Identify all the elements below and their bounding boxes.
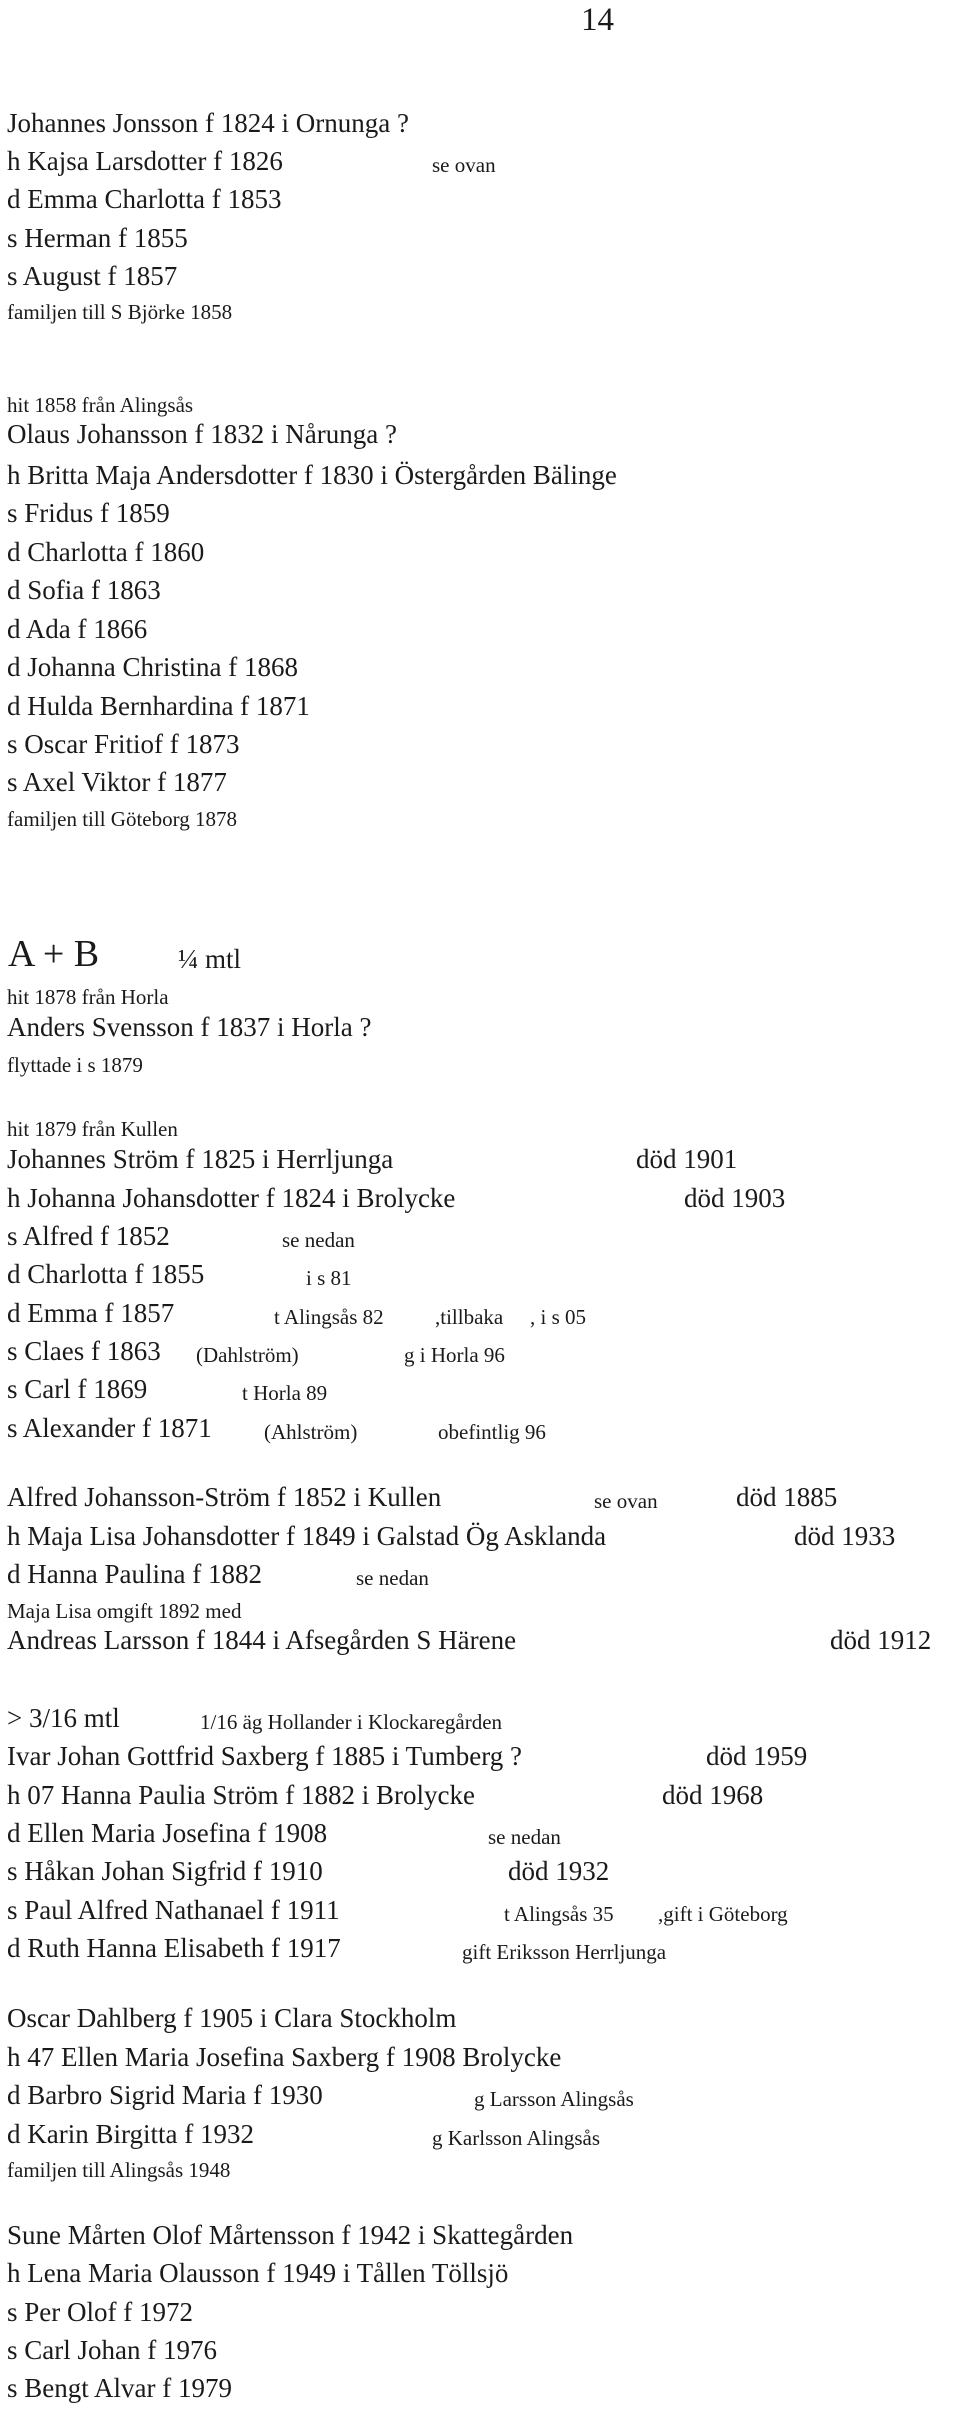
entry-line: d Ruth Hanna Elisabeth f 1917 <box>7 1933 341 1963</box>
entry-line: Oscar Dahlberg f 1905 i Clara Stockholm <box>7 2003 457 2033</box>
page-number: 14 <box>581 2 614 38</box>
entry-line: s Herman f 1855 <box>7 223 188 253</box>
entry-note: familjen till Alingsås 1948 <box>7 2158 231 2182</box>
entry-note: ,tillbaka <box>435 1305 504 1329</box>
entry-line: h 47 Ellen Maria Josefina Saxberg f 1908 Brolycke <box>7 2042 562 2072</box>
entry-line: Anders Svensson f 1837 i Horla ? <box>7 1012 372 1042</box>
entry-line: s August f 1857 <box>7 261 178 291</box>
entry-line: Sune Mårten Olof Mårtensson f 1942 i Skattegården <box>7 2220 574 2250</box>
entry-line: d Charlotta f 1855 <box>7 1259 205 1289</box>
entry-note: , i s 05 <box>530 1305 587 1329</box>
entry-line: Johannes Jonsson f 1824 i Ornunga ? <box>7 108 409 138</box>
entry-note: (Dahlström) <box>196 1343 299 1367</box>
entry-line: d Emma f 1857 <box>7 1298 175 1328</box>
entry-line: s Claes f 1863 <box>7 1336 161 1366</box>
entry-line: h 07 Hanna Paulia Ström f 1882 i Brolycke <box>7 1780 475 1810</box>
entry-note: 1/16 äg Hollander i Klockaregården <box>200 1710 503 1734</box>
section-heading: A + B <box>8 933 100 975</box>
entry-note: t Alingsås 82 <box>274 1305 384 1329</box>
entry-line: d Sofia f 1863 <box>7 575 161 605</box>
entry-line: d Emma Charlotta f 1853 <box>7 184 282 214</box>
entry-note: se nedan <box>356 1566 429 1590</box>
entry-line: s Alfred f 1852 <box>7 1221 170 1251</box>
entry-line: h Lena Maria Olausson f 1949 i Tållen Töllsjö <box>7 2258 509 2288</box>
entry-line: d Ada f 1866 <box>7 614 148 644</box>
entry-note: se ovan <box>432 153 496 177</box>
entry-line: Johannes Ström f 1825 i Herrljunga <box>7 1144 394 1174</box>
entry-line: h Kajsa Larsdotter f 1826 <box>7 146 283 176</box>
entry-line: d Johanna Christina f 1868 <box>7 652 298 682</box>
entry-note: g i Horla 96 <box>404 1343 505 1367</box>
entry-note: flyttade i s 1879 <box>7 1053 143 1077</box>
entry-note: se nedan <box>488 1825 561 1849</box>
share-label: > 3/16 mtl <box>7 1703 120 1733</box>
entry-line: Ivar Johan Gottfrid Saxberg f 1885 i Tumberg ? <box>7 1741 522 1771</box>
entry-line: s Håkan Johan Sigfrid f 1910 <box>7 1856 323 1886</box>
entry-note: hit 1878 från Horla <box>7 985 169 1009</box>
entry-note: g Larsson Alingsås <box>474 2087 634 2111</box>
entry-note: gift Eriksson Herrljunga <box>462 1940 667 1964</box>
death-note: död 1968 <box>662 1780 764 1810</box>
death-note: död 1933 <box>794 1521 896 1551</box>
death-note: död 1912 <box>830 1625 932 1655</box>
entry-note: i s 81 <box>306 1266 352 1290</box>
entry-line: d Ellen Maria Josefina f 1908 <box>7 1818 328 1848</box>
entry-note: Maja Lisa omgift 1892 med <box>7 1599 242 1623</box>
entry-line: s Carl f 1869 <box>7 1374 148 1404</box>
entry-note: hit 1879 från Kullen <box>7 1117 178 1141</box>
entry-line: Olaus Johansson f 1832 i Nårunga ? <box>7 419 397 449</box>
share-label: ¼ mtl <box>178 944 242 974</box>
entry-line: d Barbro Sigrid Maria f 1930 <box>7 2080 323 2110</box>
entry-note: se nedan <box>282 1228 355 1252</box>
death-note: död 1903 <box>684 1183 786 1213</box>
death-note: död 1901 <box>636 1144 738 1174</box>
entry-line: d Hanna Paulina f 1882 <box>7 1559 262 1589</box>
entry-line: h Britta Maja Andersdotter f 1830 i Östergården Bälinge <box>7 460 617 490</box>
entry-note: g Karlsson Alingsås <box>432 2126 600 2150</box>
entry-line: s Fridus f 1859 <box>7 498 170 528</box>
entry-line: d Karin Birgitta f 1932 <box>7 2119 254 2149</box>
entry-line: s Carl Johan f 1976 <box>7 2335 217 2365</box>
entry-note: se ovan <box>594 1489 658 1513</box>
entry-line: h Johanna Johansdotter f 1824 i Brolycke <box>7 1183 456 1213</box>
entry-note: (Ahlström) <box>264 1420 358 1444</box>
entry-line: Andreas Larsson f 1844 i Afsegården S Härene <box>7 1625 517 1655</box>
entry-line: s Paul Alfred Nathanael f 1911 <box>7 1895 340 1925</box>
entry-line: s Bengt Alvar f 1979 <box>7 2373 232 2403</box>
entry-note: familjen till Göteborg 1878 <box>7 807 237 831</box>
death-note: död 1932 <box>508 1856 610 1886</box>
entry-note: t Alingsås 35 <box>504 1902 614 1926</box>
death-note: död 1885 <box>736 1482 838 1512</box>
death-note: död 1959 <box>706 1741 808 1771</box>
entry-line: s Axel Viktor f 1877 <box>7 767 227 797</box>
entry-line: h Maja Lisa Johansdotter f 1849 i Galstad Ög Asklanda <box>7 1521 607 1551</box>
entry-line: d Hulda Bernhardina f 1871 <box>7 691 310 721</box>
entry-line: s Alexander f 1871 <box>7 1413 212 1443</box>
entry-line: s Per Olof f 1972 <box>7 2297 193 2327</box>
entry-line: Alfred Johansson-Ström f 1852 i Kullen <box>7 1482 442 1512</box>
entry-note: t Horla 89 <box>242 1381 328 1405</box>
entry-note: hit 1858 från Alingsås <box>7 393 194 417</box>
entry-note: familjen till S Björke 1858 <box>7 300 233 324</box>
entry-line: d Charlotta f 1860 <box>7 537 205 567</box>
entry-note: obefintlig 96 <box>438 1420 546 1444</box>
entry-note: ,gift i Göteborg <box>658 1902 788 1926</box>
entry-line: s Oscar Fritiof f 1873 <box>7 729 240 759</box>
